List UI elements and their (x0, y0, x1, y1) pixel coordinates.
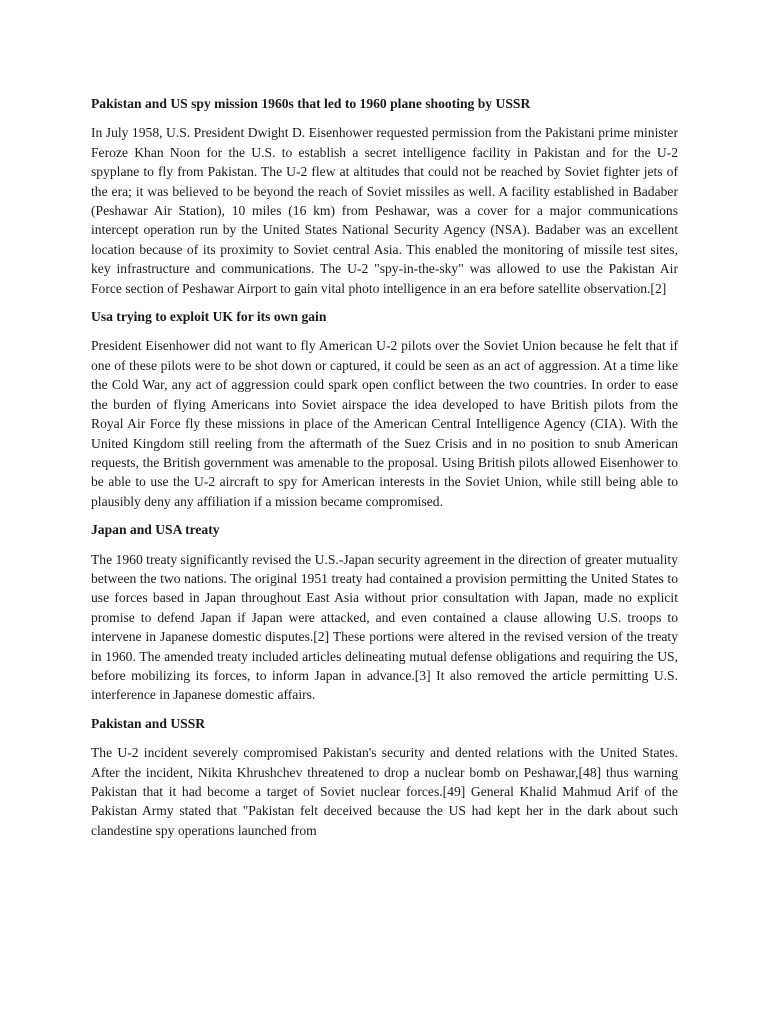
section-body-spy-mission: In July 1958, U.S. President Dwight D. Eisenhower requested permission from the Pakistani prime minister Feroze Khan Noon for the U.S. to establish a secret intelligence facility in Pakistan and for the U-2 spyplane to fly from Pakistan. The U-2 flew at altitudes that could not be reached by Soviet fighter jets of the era; it was believed to be beyond the reach of Soviet missiles as well. A facility established in Badaber (Peshawar Air Station), 10 miles (16 km) from Peshawar, was a cover for a major communications intercept operation run by the United States National Security Agency (NSA). Badaber was an excellent location because of its proximity to Soviet central Asia. This enabled the monitoring of missile test sites, key infrastructure and communications. The U-2 "spy-in-the-sky" was allowed to use the Pakistan Air Force section of Peshawar Airport to gain vital photo intelligence in an era before satellite observation.[2] (91, 125, 678, 296)
section-heading-usa-uk: Usa trying to exploit UK for its own gain (91, 309, 327, 325)
section-heading-pakistan-ussr: Pakistan and USSR (91, 715, 206, 731)
section-body-usa-uk: President Eisenhower did not want to fly American U-2 pilots over the Soviet Union because he felt that if one of these pilots were to be shot down or captured, it could be seen as an act of aggression. At a time like the Cold War, any act of aggression could spark open conflict between the two countries. In order to ease the burden of flying Americans into Soviet airspace the idea developed to have British pilots from the Royal Air Force fly these missions in place of the American Central Intelligence Agency (CIA). With the United Kingdom still reeling from the aftermath of the Suez Crisis and in no position to snub American requests, the British government was amenable to the proposal. Using British pilots allowed Eisenhower to be able to use the U-2 aircraft to spy for American interests in the Soviet Union, while still being able to plausibly deny any affiliation if a mission became compromised. (91, 338, 678, 509)
section-heading-spy-mission: Pakistan and US spy mission 1960s that led to 1960 plane shooting by USSR (91, 96, 531, 111)
section-body-japan-treaty: The 1960 treaty significantly revised the U.S.-Japan security agreement in the direction of greater mutuality between the two nations. The original 1951 treaty had contained a provision permitting the United States to use forces based in Japan throughout East Asia without prior consultation with Japan, made no explicit promise to defend Japan if Japan were attacked, and even contained a clause allowing U.S. troops to intervene in Japanese domestic disputes.[2] These portions were altered in the revised version of the treaty in 1960. The amended treaty included articles delineating mutual defense obligations and requiring the US, before mobilizing its forces, to inform Japan in advance.[3] It also removed the article permitting U.S. interference in Japanese domestic affairs. (91, 551, 678, 703)
document-page (91, 94, 678, 849)
section-body-pakistan-ussr: The U-2 incident severely compromised Pakistan's security and dented relations with the United States. After the incident, Nikita Khrushchev threatened to drop a nuclear bomb on Peshawar,[48] thus warning Pakistan that it had become a target of Soviet nuclear forces.[49] General Khalid Mahmud Arif of the Pakistan Army stated that "Pakistan felt deceived because the US had kept her in the dark about such clandestine spy operations launched from (91, 745, 678, 838)
section-heading-japan-treaty: Japan and USA treaty (91, 522, 220, 538)
